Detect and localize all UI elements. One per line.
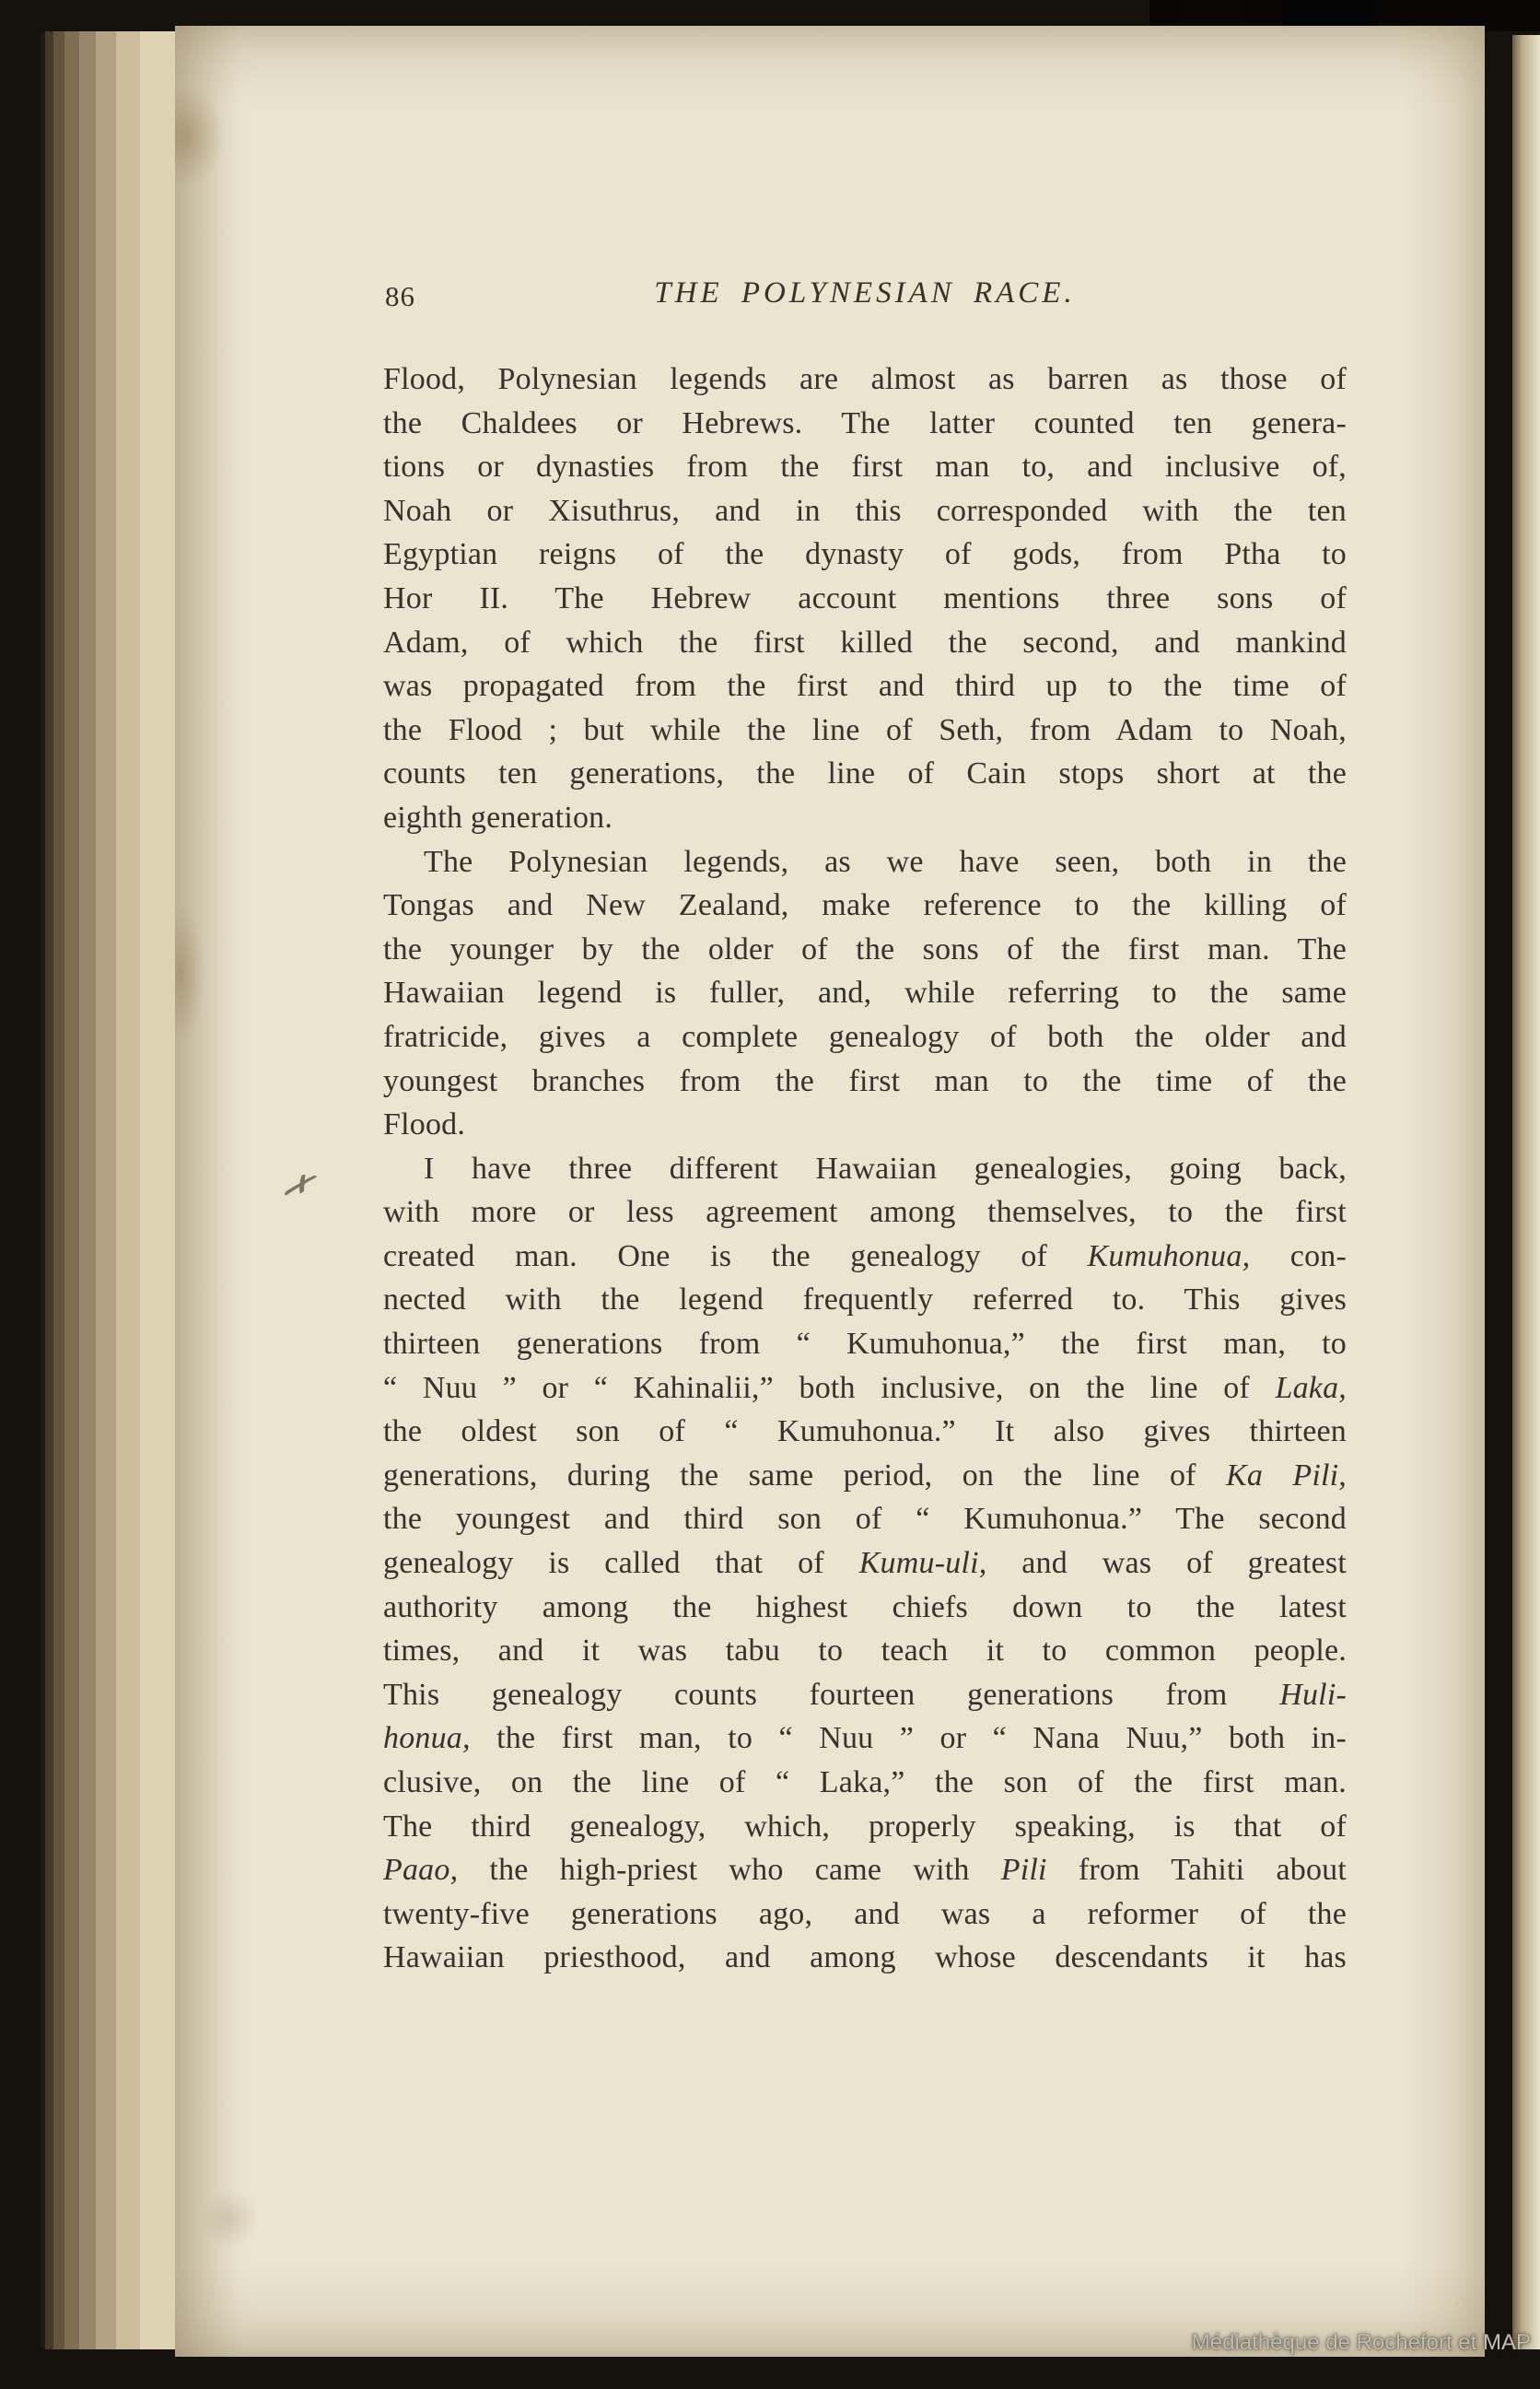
- text-line: [383, 884, 1347, 928]
- text-segment: and was of greatest: [986, 1546, 1347, 1581]
- text-line: [383, 1366, 1347, 1411]
- text-segment: with more or less agreement among themselves, to the first: [383, 1195, 1347, 1230]
- text-line: [383, 1629, 1347, 1673]
- text-line: [383, 1892, 1347, 1937]
- book-page: [175, 26, 1485, 2357]
- text-segment: tions or dynasties from the first man to, and inclusive of,: [383, 450, 1347, 485]
- text-segment: Hor II. The Hebrew account mentions three sons of: [383, 580, 1347, 615]
- text-segment: genealogy is called that of: [383, 1546, 859, 1581]
- italic-text-segment: Pili: [1000, 1853, 1047, 1888]
- text-line: [383, 1147, 1347, 1191]
- italic-text-segment: Laka,: [1275, 1370, 1347, 1405]
- text-line: [383, 1410, 1347, 1454]
- text-line: [383, 1060, 1347, 1104]
- text-line: [383, 357, 1347, 402]
- text-line: [383, 445, 1347, 489]
- italic-text-segment: Huli-: [1279, 1677, 1347, 1712]
- text-line: [383, 533, 1347, 577]
- text-line: [383, 1103, 1347, 1147]
- text-segment: eighth generation.: [383, 800, 613, 835]
- text-segment: the younger by the older of the sons of the first man. The: [383, 931, 1347, 966]
- text-line: [383, 577, 1347, 621]
- watermark: Médiathèque de Rochefort et MAP: [1191, 2330, 1531, 2355]
- text-line: [383, 1497, 1347, 1541]
- text-segment: Tongas and New Zealand, make reference to the killing of: [383, 888, 1347, 923]
- text-segment: Adam, of which the first killed the second, and mankind: [383, 625, 1347, 660]
- page-stack-edge: [41, 31, 175, 2349]
- text-line: [383, 1673, 1347, 1717]
- text-line: [383, 1015, 1347, 1060]
- page-number: 86: [385, 280, 415, 312]
- text-segment: authority among the highest chiefs down to the latest: [383, 1589, 1347, 1624]
- text-segment: Flood, Polynesian legends are almost as barren as those of: [383, 362, 1347, 396]
- text-segment: the first man, to “ Nuu ” or “ Nana Nuu,” both in-: [470, 1721, 1347, 1756]
- text-segment: Hawaiian legend is fuller, and, while referring to the same: [383, 976, 1347, 1011]
- text-line: [383, 796, 1347, 840]
- text-segment: youngest branches from the first man to the time of the: [383, 1063, 1347, 1098]
- text-segment: clusive, on the line of “ Laka,” the son of the first man.: [383, 1765, 1347, 1799]
- text-segment: The Polynesian legends, as we have seen, both in the: [424, 844, 1347, 879]
- text-line: [383, 1278, 1347, 1322]
- italic-text-segment: honua,: [383, 1721, 471, 1756]
- text-segment: twenty-five generations ago, and was a reformer of the: [383, 1896, 1347, 1931]
- text-segment: Noah or Xisuthrus, and in this corresponded with the ten: [383, 493, 1347, 528]
- italic-text-segment: Ka Pili,: [1225, 1458, 1347, 1493]
- text-line: [383, 664, 1347, 709]
- text-line: [383, 752, 1347, 796]
- text-line: [383, 1586, 1347, 1630]
- page-header: [383, 276, 1347, 322]
- text-segment: con-: [1250, 1238, 1347, 1273]
- text-segment: Flood.: [383, 1107, 466, 1142]
- text-line: [383, 1541, 1347, 1586]
- text-line: [383, 621, 1347, 665]
- text-segment: I have three different Hawaiian genealogies, going back,: [424, 1151, 1347, 1186]
- text-segment: nected with the legend frequently referred to. This gives: [383, 1282, 1347, 1317]
- text-line: [383, 840, 1347, 884]
- text-line: [383, 402, 1347, 446]
- text-segment: The third genealogy, which, properly speaking, is that of: [383, 1809, 1347, 1844]
- text-line: [383, 1235, 1347, 1279]
- text-line: [383, 1805, 1347, 1849]
- text-line: [383, 1454, 1347, 1498]
- italic-text-segment: Kumu-uli,: [858, 1546, 987, 1581]
- text-segment: created man. One is the genealogy of: [383, 1238, 1088, 1273]
- text-line: [383, 489, 1347, 533]
- text-segment: was propagated from the first and third up to the time of: [383, 669, 1347, 704]
- text-segment: “ Nuu ” or “ Kahinalii,” both inclusive, on the line of: [383, 1370, 1276, 1405]
- text-line: [383, 1190, 1347, 1235]
- text-segment: Egyptian reigns of the dynasty of gods, from Ptha to: [383, 537, 1347, 572]
- text-line: [383, 1936, 1347, 1980]
- page-text: [383, 357, 1347, 1980]
- text-segment: from Tahiti about: [1046, 1853, 1347, 1888]
- text-segment: counts ten generations, the line of Cain stops short at the: [383, 756, 1347, 791]
- text-segment: This genealogy counts fourteen generations from: [383, 1677, 1280, 1712]
- text-line: [383, 1761, 1347, 1805]
- italic-text-segment: Kumuhonua,: [1087, 1238, 1251, 1273]
- text-line: [383, 971, 1347, 1015]
- next-page-edge: [1512, 35, 1540, 2349]
- text-segment: the Flood ; but while the line of Seth, from Adam to Noah,: [383, 712, 1347, 747]
- running-title: THE POLYNESIAN RACE.: [654, 276, 1076, 310]
- text-segment: the youngest and third son of “ Kumuhonua.” The second: [383, 1502, 1347, 1537]
- text-segment: generations, during the same period, on the line of: [383, 1458, 1226, 1493]
- text-segment: the Chaldees or Hebrews. The latter counted ten genera-: [383, 405, 1347, 440]
- italic-text-segment: Paao,: [383, 1853, 459, 1888]
- text-line: [383, 709, 1347, 753]
- text-line: [383, 1848, 1347, 1892]
- text-line: [383, 1322, 1347, 1366]
- text-line: [383, 928, 1347, 972]
- text-line: [383, 1716, 1347, 1761]
- text-segment: thirteen generations from “ Kumuhonua,” the first man, to: [383, 1327, 1347, 1362]
- text-segment: fratricide, gives a complete genealogy of both the older and: [383, 1019, 1347, 1054]
- text-segment: times, and it was tabu to teach it to common people.: [383, 1634, 1347, 1669]
- margin-pencil-mark: ✗: [277, 1165, 318, 1206]
- text-segment: the high-priest who came with: [458, 1853, 1001, 1888]
- text-segment: Hawaiian priesthood, and among whose descendants it has: [383, 1940, 1347, 1975]
- text-segment: the oldest son of “ Kumuhonua.” It also gives thirteen: [383, 1414, 1347, 1449]
